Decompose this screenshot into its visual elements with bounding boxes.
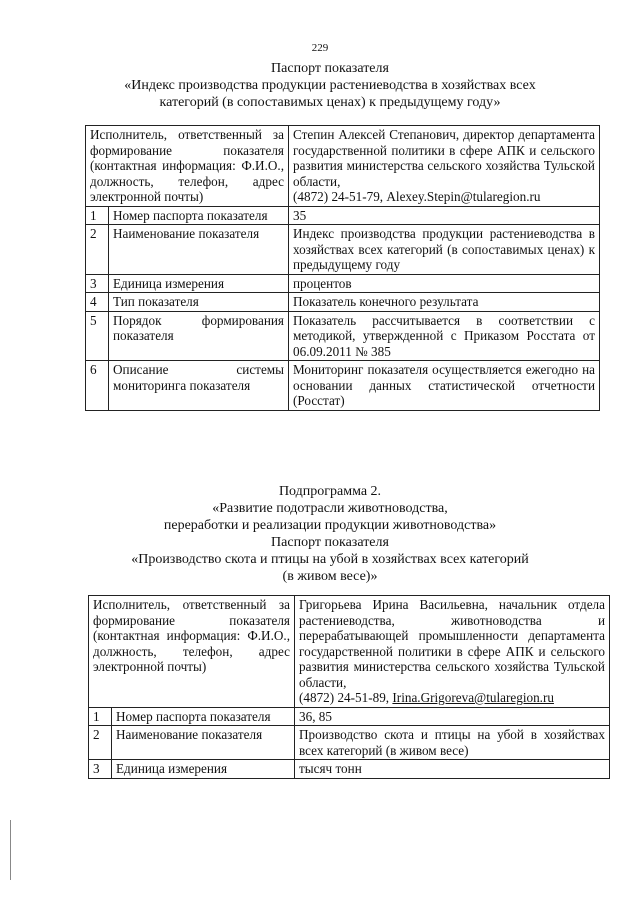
row-label: Номер паспорта показателя [112,707,295,726]
row-number: 3 [86,274,109,293]
executor-email: Irina.Grigoreva@tularegion.ru [392,690,554,705]
row-value: 36, 85 [295,707,610,726]
executor-value [295,596,610,708]
row-number: 4 [86,293,109,312]
row-number: 1 [86,206,109,225]
row-label: Единица измерения [112,760,295,779]
heading-line: (в живом весе)» [282,569,378,584]
row-value: Производство скота и птицы на убой в хозяйствах всех категорий (в живом весе) [295,726,610,760]
heading-line: Паспорт показателя [271,535,389,550]
heading-line: «Развитие подотрасли животноводства, [212,501,448,516]
table-row [86,293,600,312]
executor-contact: (4872) 24-51-79, Alexey.Stepin@tularegion.ru [293,189,541,204]
row-label: Единица измерения [109,274,289,293]
table-row [86,311,600,361]
row-value: Показатель конечного результата [289,293,600,312]
row-value: Мониторинг показателя осуществляется ежегодно на основании данных статистической отчетности (Росстат) [289,361,600,411]
row-number: 1 [89,707,112,726]
table-row [89,726,610,760]
heading-line: категорий (в сопоставимых ценах) к предыдущему году» [159,95,501,110]
table-row [89,707,610,726]
table-row [89,760,610,779]
row-number: 3 [89,760,112,779]
executor-value [289,126,600,207]
passport-1-heading [60,60,600,111]
row-label: Описание системы мониторинга показателя [109,361,289,411]
row-number: 6 [86,361,109,411]
table-row [86,225,600,275]
heading-line: переработки и реализации продукции животноводства» [163,518,497,533]
row-label: Тип показателя [109,293,289,312]
row-value: Показатель рассчитывается в соответствии с методикой, утвержденной с Приказом Росстата от 06.09.2011 № 385 [289,311,600,361]
row-value: тысяч тонн [295,760,610,779]
table-row [86,206,600,225]
heading-line: Подпрограмма 2. [278,484,382,499]
executor-label: Исполнитель, ответственный за формирование показателя (контактная информация: Ф.И.О., должность, телефон, адрес электронной почты) [86,126,289,207]
executor-label: Исполнитель, ответственный за формирование показателя (контактная информация: Ф.И.О., должность, телефон, адрес электронной почты) [89,596,295,708]
heading-line: Паспорт показателя [271,61,389,76]
page-number: 229 [311,42,329,54]
row-value: Индекс производства продукции растениеводства в хозяйствах всех категорий (в сопоставимых ценах) к предыдущему году [289,225,600,275]
row-label: Номер паспорта показателя [109,206,289,225]
row-number: 2 [86,225,109,275]
scan-margin-line [10,820,11,880]
executor-phone: (4872) 24-51-89, [299,690,390,705]
row-label: Наименование показателя [112,726,295,760]
row-label: Порядок формирования показателя [109,311,289,361]
table-row [86,274,600,293]
table-row [86,126,600,207]
row-label: Наименование показателя [109,225,289,275]
table-row [89,596,610,708]
row-value: процентов [289,274,600,293]
passport-2-table [88,595,610,779]
heading-line: «Производство скота и птицы на убой в хозяйствах всех категорий [131,552,529,567]
table-row [86,361,600,411]
row-number: 5 [86,311,109,361]
row-number: 2 [89,726,112,760]
executor-value-text: Степин Алексей Степанович, директор департамента государственной политики в сфере АПК и сельского развития министерства сельского хозяйства Тульской области, [293,127,595,189]
row-value: 35 [289,206,600,225]
subprogram-heading [60,483,600,585]
heading-line: «Индекс производства продукции растениеводства в хозяйствах всех [124,78,536,93]
passport-1-table [85,125,600,411]
executor-value-text: Григорьева Ирина Васильевна, начальник отдела растениеводства, животноводства и перерабатывающей промышленности департамента государственной политики в сфере АПК и сельского развития министерства сельского хозяйства Тульской области, [299,597,605,690]
